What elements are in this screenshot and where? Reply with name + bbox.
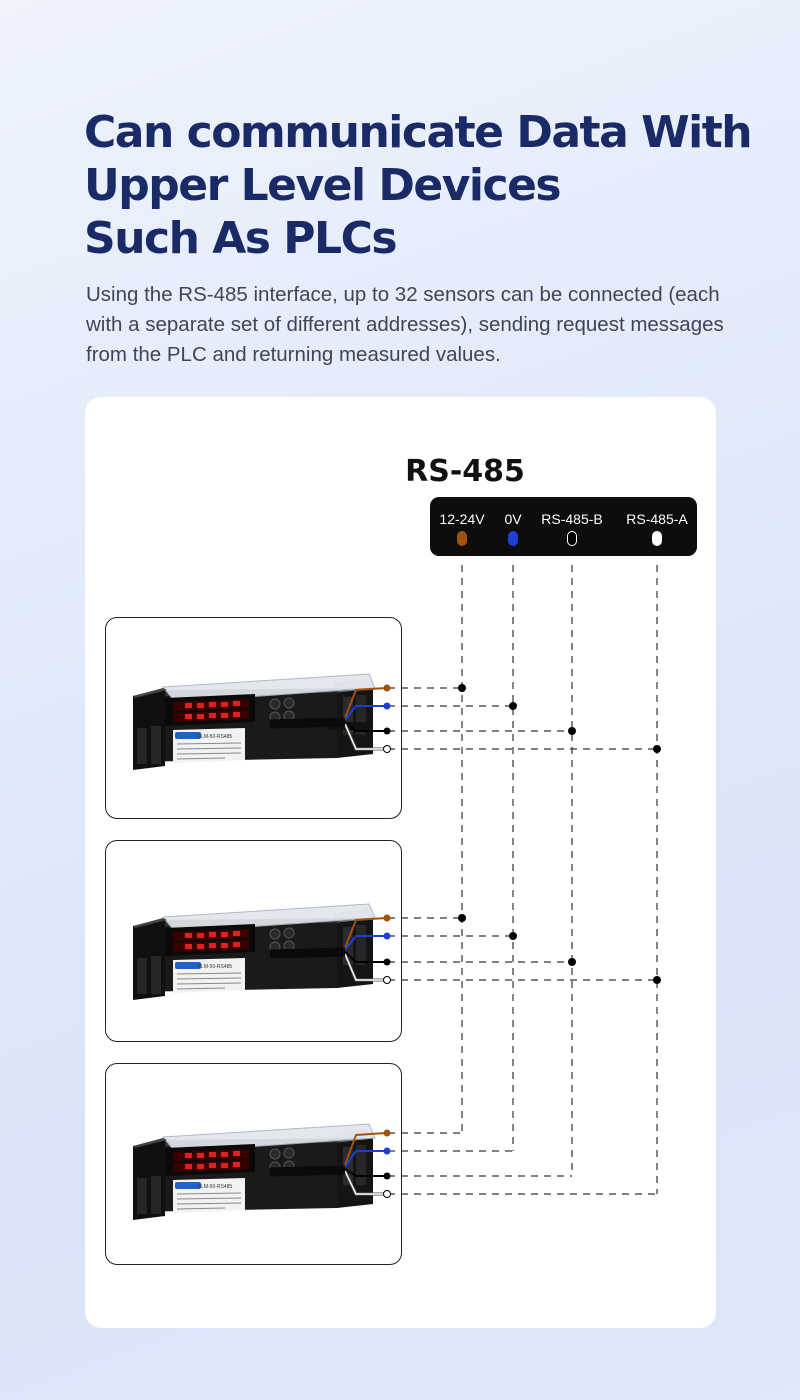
sensor-device-1 (133, 674, 391, 770)
terminal-label-rs485-b: RS-485-B (541, 511, 603, 527)
sensor-cable-2 (270, 952, 345, 954)
sensor-model-label-3: FLM-50-RS485 (198, 1184, 233, 1190)
sensor-model-label-2: FLM-50-RS485 (198, 964, 233, 970)
junction-dots (458, 684, 661, 984)
bus-lines (388, 565, 657, 1194)
description: Using the RS-485 interface, up to 32 sensors can be connected (each with a separate set of different addresses), sending request messages from the PLC and returning measured values. (86, 283, 724, 366)
bus-title: RS-485 (405, 454, 525, 489)
sensor-device-3 (133, 1124, 391, 1220)
terminal-label-rs485-a: RS-485-A (626, 511, 688, 527)
terminal-label-power: 12-24V (439, 511, 485, 527)
sensor-device-2 (133, 904, 391, 1000)
title-line-2: Upper Level Devices (84, 160, 561, 211)
sensor-cable-1 (270, 722, 345, 724)
title-line-3: Such As PLCs (84, 213, 397, 264)
sensor-model-label-1: FLM-50-RS485 (198, 734, 233, 740)
title-line-1: Can communicate Data With (84, 107, 752, 158)
terminal-label-ground: 0V (504, 511, 522, 527)
sensor-cable-3 (270, 1170, 345, 1172)
